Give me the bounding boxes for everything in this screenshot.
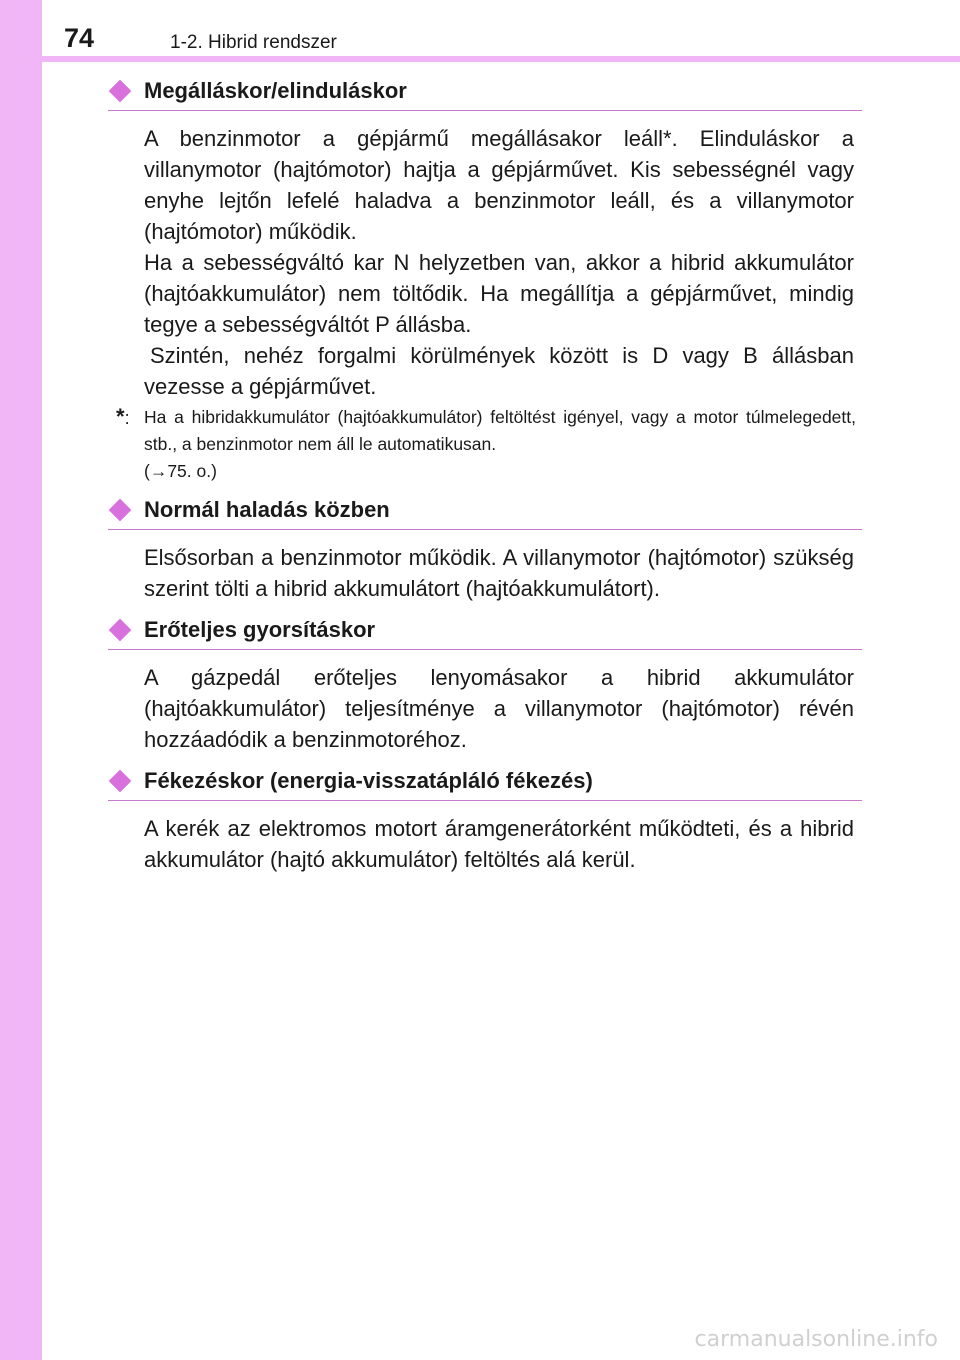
footnote [116, 404, 856, 485]
diamond-bullet-icon [109, 80, 132, 103]
diamond-bullet-icon [109, 499, 132, 522]
paragraph: Ha a sebességváltó kar N helyzetben van, akkor a hibrid akkumulátor (hajtóakkumulátor) nem töltődik. Ha megállítja a gépjárművet, mindig tegye a sebességváltót P állásba. [144, 250, 854, 337]
page-number: 74 [64, 23, 95, 53]
section-strong-acceleration [108, 615, 862, 755]
diamond-bullet-icon [109, 770, 132, 793]
section-title: Megálláskor/elinduláskor [144, 78, 407, 103]
section-heading [108, 76, 862, 111]
section-normal-driving [108, 495, 862, 604]
section-heading [108, 615, 862, 650]
section-stopping-starting [108, 76, 862, 485]
paragraph: A gázpedál erőteljes lenyomásakor a hibrid akkumulátor (hajtóakkumulátor) teljesítménye a villanymotor (hajtómotor) révén hozzáadódik a benzinmotoréhoz. [144, 665, 854, 752]
side-color-strip [0, 0, 42, 1360]
diamond-bullet-icon [109, 619, 132, 642]
section-braking [108, 766, 862, 875]
footnote-marker: *: [116, 404, 130, 429]
paragraph: Szintén, nehéz forgalmi körülmények között is D vagy B állásban vezesse a gépjárművet. [144, 343, 854, 399]
chapter-title: 1-2. Hibrid rendszer [170, 32, 337, 53]
section-heading [108, 766, 862, 801]
paragraph: A benzinmotor a gépjármű megállásakor leáll*. Elinduláskor a villanymotor (hajtómotor) hajtja a gépjárművet. Kis sebességnél vagy enyhe lejtőn lefelé haladva a benzinmotor leáll, és a villanymotor (hajtómotor) működik. [144, 126, 854, 244]
paragraph: A kerék az elektromos motort áramgenerátorként működteti, és a hibrid akkumulátor (hajtó akkumulátor) feltöltés alá kerül. [144, 816, 854, 872]
section-heading [108, 495, 862, 530]
footnote-text: Ha a hibridakkumulátor (hajtóakkumulátor) feltöltést igényel, vagy a motor túlmelegedett, stb., a benzinmotor nem áll le automatikusan. [144, 407, 856, 454]
section-title: Fékezéskor (energia-visszatápláló fékezés) [144, 768, 593, 793]
footnote-reference[interactable]: (→75. o.) [144, 461, 217, 481]
section-title: Erőteljes gyorsításkor [144, 617, 376, 642]
section-title: Normál haladás közben [144, 497, 390, 522]
watermark: carmanualsonline.info [694, 1327, 938, 1352]
paragraph: Elsősorban a benzinmotor működik. A villanymotor (hajtómotor) szükség szerint tölti a hibrid akkumulátort (hajtóakkumulátort). [144, 545, 854, 601]
